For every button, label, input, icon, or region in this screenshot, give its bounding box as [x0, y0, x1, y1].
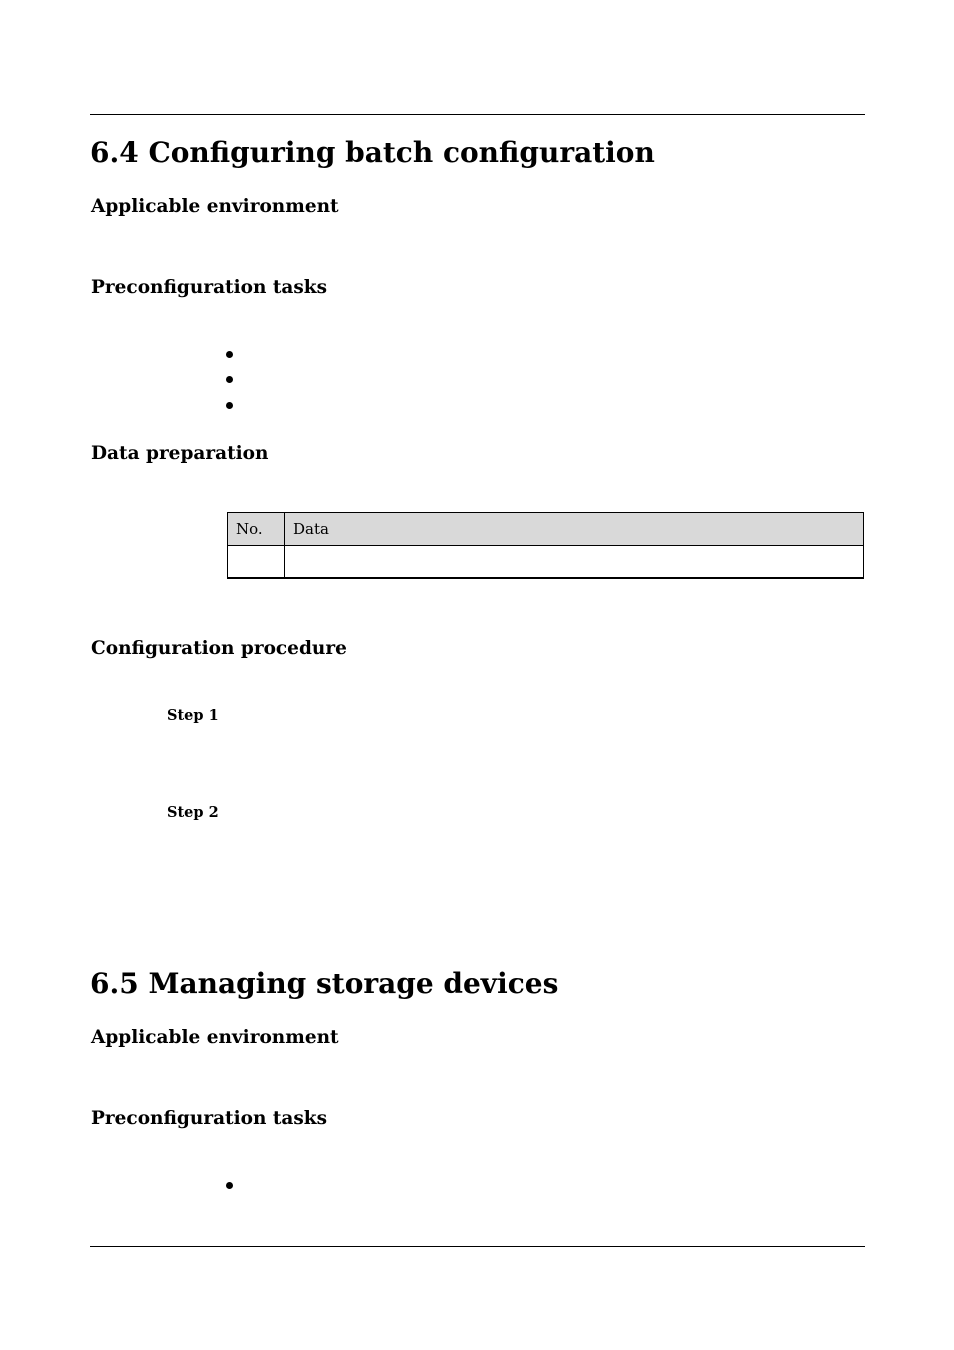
table-cell-no: [228, 546, 285, 579]
column-header-no: No.: [228, 513, 285, 546]
bullet-icon: [226, 376, 233, 383]
list-item: [226, 1173, 233, 1199]
footer-rule: [90, 1246, 865, 1247]
list-item: [226, 342, 233, 368]
section-6-5-title: 6.5 Managing storage devices: [90, 967, 559, 1000]
bullet-icon: [226, 1182, 233, 1189]
section-6-4-title: 6.4 Configuring batch configuration: [90, 136, 655, 169]
table-header-row: [228, 513, 864, 546]
data-preparation-table: [227, 512, 864, 579]
applicable-environment-heading: Applicable environment: [91, 196, 339, 217]
table-cell-data: [285, 546, 864, 579]
header-rule: [90, 114, 865, 115]
list-item: [226, 368, 233, 394]
list-item: [226, 393, 233, 419]
applicable-environment-heading: Applicable environment: [91, 1027, 339, 1048]
configuration-procedure-heading: Configuration procedure: [91, 638, 347, 659]
table-row: [228, 546, 864, 579]
column-header-data: Data: [285, 513, 864, 546]
bullet-icon: [226, 402, 233, 409]
step-1-label: Step 1: [167, 707, 219, 724]
step-2-label: Step 2: [167, 804, 219, 821]
data-preparation-heading: Data preparation: [91, 443, 269, 464]
bullet-icon: [226, 351, 233, 358]
preconfiguration-task-list: [226, 342, 233, 419]
preconfiguration-task-list: [226, 1173, 233, 1199]
preconfiguration-tasks-heading: Preconfiguration tasks: [91, 277, 328, 298]
preconfiguration-tasks-heading: Preconfiguration tasks: [91, 1108, 328, 1129]
